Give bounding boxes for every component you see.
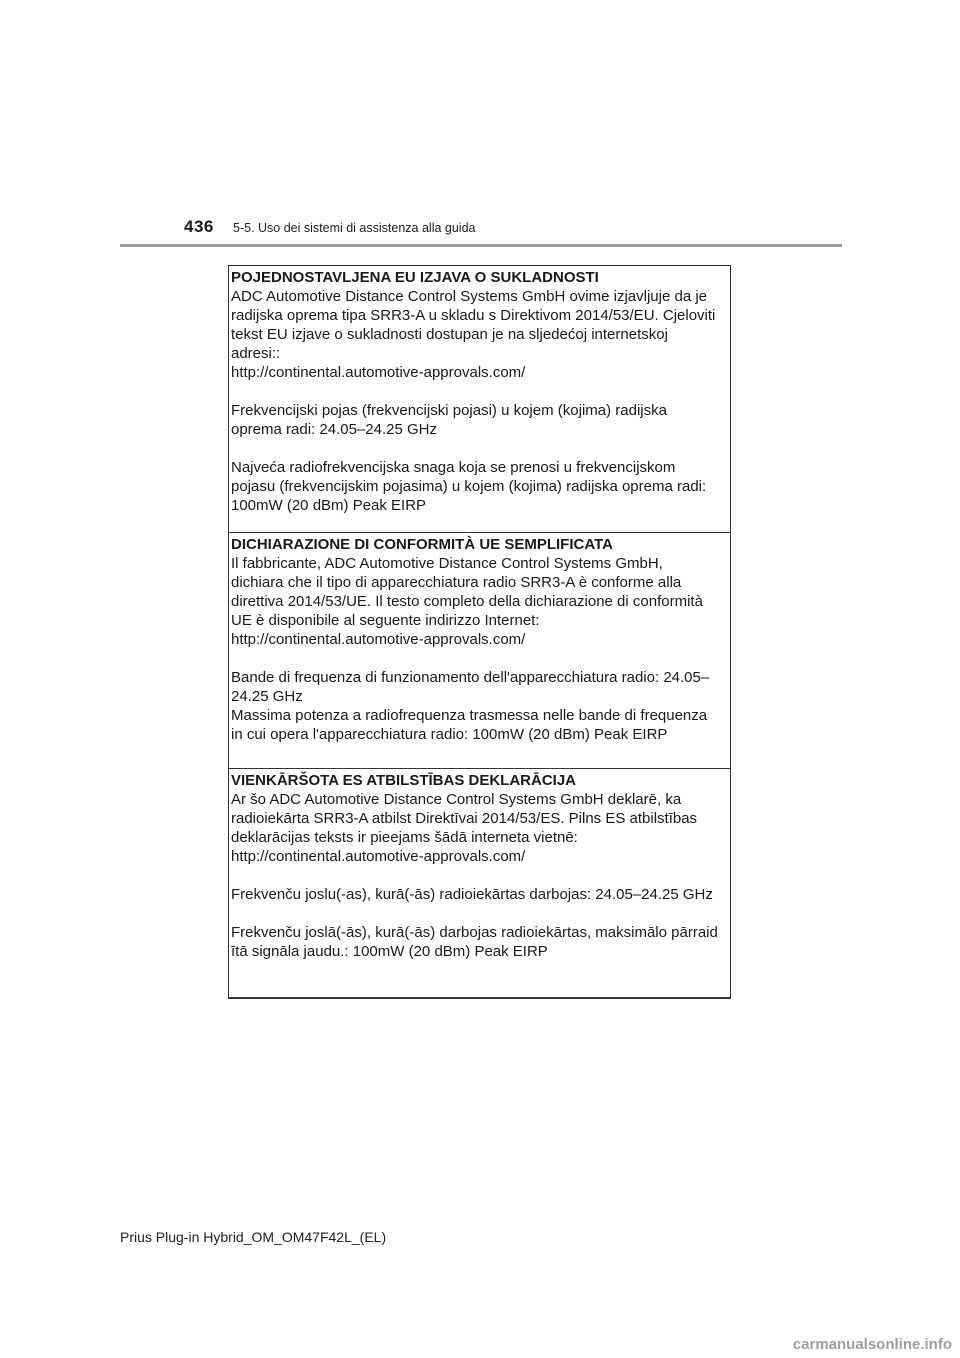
declaration-croatian	[229, 266, 730, 533]
declaration-paragraph: Frekvencijski pojas (frekvencijski pojasi) u kojem (kojima) radijska oprema radi: 24.05–24.25 GHz	[231, 402, 667, 438]
declaration-heading: VIENKĀRŠOTA ES ATBILSTĪBAS DEKLARĀCIJA	[231, 772, 577, 789]
declaration-paragraph: Najveća radiofrekvencijska snaga koja se prenosi u frekvencijskom pojasu (frekvencijskim pojasima) u kojem (kojima) radijska oprema radi: 100mW (20 dBm) Peak EIRP	[231, 459, 707, 514]
declaration-heading: DICHIARAZIONE DI CONFORMITÀ UE SEMPLIFICATA	[231, 536, 613, 553]
declaration-italian	[229, 533, 730, 769]
document-footer: Prius Plug-in Hybrid_OM_OM47F42L_(EL)	[120, 1229, 387, 1245]
declaration-latvian	[229, 769, 730, 961]
declaration-paragraph: Bande di frequenza di funzionamento dell'apparecchiatura radio: 24.05– 24.25 GHz Massima potenza a radiofrequenza trasmessa nelle bande di frequenza in cui opera l'apparecchiatura radio: 100mW (20 dBm) Peak EIRP	[231, 669, 710, 743]
page-number: 436	[184, 217, 214, 236]
declaration-paragraph: Il fabbricante, ADC Automotive Distance Control Systems GmbH, dichiara che il tipo di apparecchiatura radio SRR3-A è conforme alla direttiva 2014/53/UE. Il testo completo della dichiarazione di conformità UE è disponibile al seguente indirizzo Internet: http://continental.automotive-approvals.com/	[231, 555, 703, 648]
declaration-heading: POJEDNOSTAVLJENA EU IZJAVA O SUKLADNOSTI	[231, 269, 599, 286]
header-divider	[120, 244, 842, 247]
section-title: 5-5. Uso dei sistemi di assistenza alla guida	[233, 221, 476, 235]
declaration-paragraph: Ar šo ADC Automotive Distance Control Systems GmbH deklarē, ka radioiekārta SRR3-A atbilst Direktīvai 2014/53/ES. Pilns ES atbilstības deklarācijas teksts ir pieejams šādā interneta vietnē: http://continental.automotive-approvals.com/	[231, 791, 698, 865]
site-watermark: carmanualsonline.info	[792, 1336, 952, 1353]
declaration-paragraph: ADC Automotive Distance Control Systems GmbH ovime izjavljuje da je radijska oprema tipa SRR3-A u skladu s Direktivom 2014/53/EU. Cjeloviti tekst EU izjave o sukladnosti dostupan je na sljedećoj internetskoj adresi:: http://continental.automotive-approvals.com/	[231, 288, 716, 381]
conformity-declarations-box	[228, 265, 731, 999]
declaration-paragraph: Frekvenču joslu(-as), kurā(-ās) radioiekārtas darbojas: 24.05–24.25 GHz	[231, 886, 713, 903]
declaration-paragraph: Frekvenču joslā(-ās), kurā(-ās) darbojas radioiekārtas, maksimālo pārraid ītā signāla jaudu.: 100mW (20 dBm) Peak EIRP	[231, 924, 718, 960]
